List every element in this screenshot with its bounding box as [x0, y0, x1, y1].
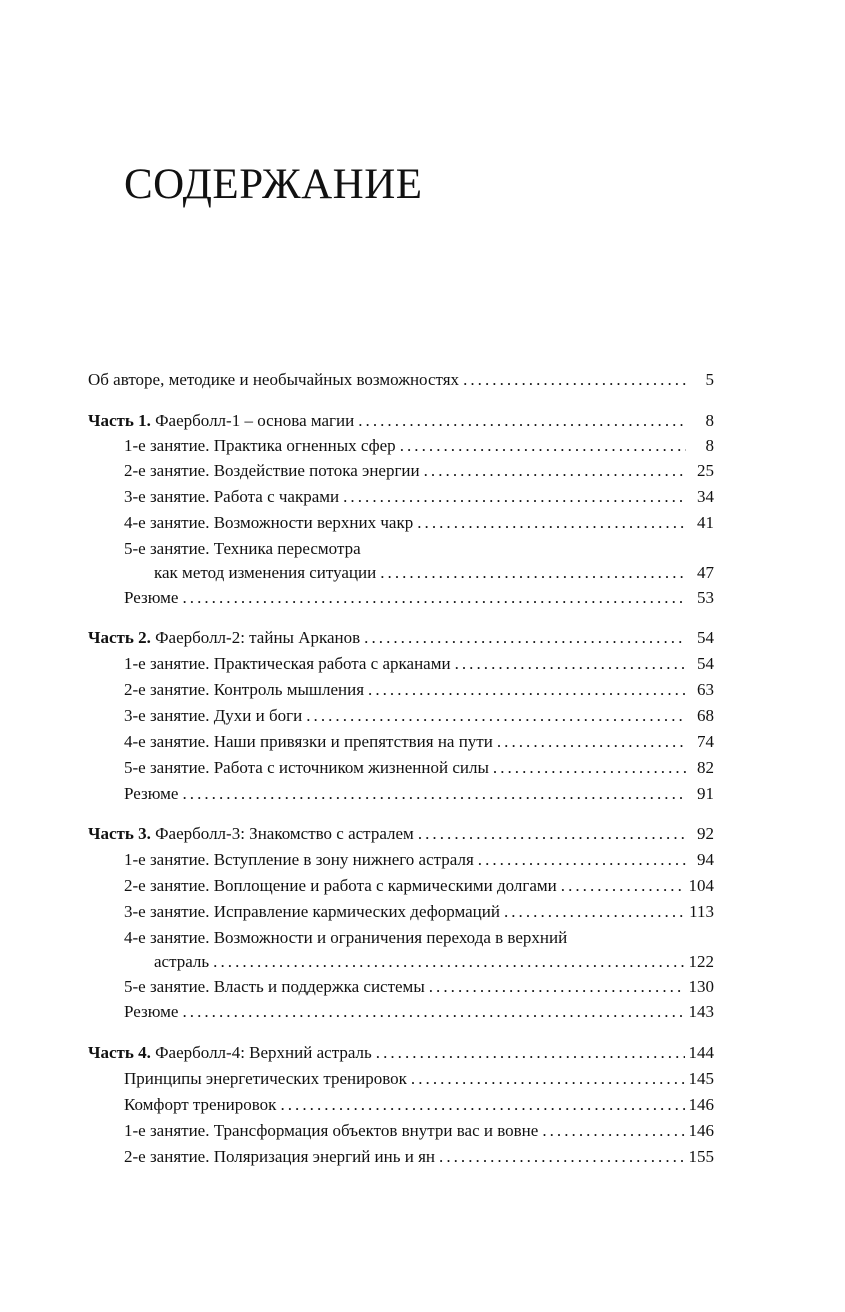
toc-entry-text: 5-е занятие. Власть и поддержка системы [124, 977, 425, 996]
toc-entry[interactable] [124, 848, 714, 872]
toc-entry-text: Резюме [124, 1002, 179, 1021]
toc-entry-text: 5-е занятие. Работа с источником жизненной силы [124, 758, 489, 777]
toc-entry-text: 1-е занятие. Практика огненных сфер [124, 436, 396, 455]
toc-entry[interactable] [124, 1093, 714, 1117]
dot-leader [368, 678, 686, 702]
toc-entry[interactable] [124, 434, 714, 458]
toc-entry[interactable] [124, 756, 714, 780]
dot-leader [213, 950, 684, 974]
toc-entry-text: 5-е занятие. Техника пересмотра [124, 539, 361, 558]
toc-part-3[interactable] [88, 822, 714, 846]
toc-entry[interactable] [124, 511, 714, 535]
dot-leader [542, 1119, 684, 1143]
toc-entry[interactable] [124, 652, 714, 676]
page-title: СОДЕРЖАНИЕ [124, 161, 423, 208]
toc-page-number: 94 [697, 850, 714, 869]
part-title: Фаерболл-2: тайны Арканов [155, 628, 361, 647]
toc-entry-text: 2-е занятие. Воплощение и работа с кармическими долгами [124, 876, 557, 895]
toc-page-number: 54 [697, 654, 714, 673]
toc-entry-text: 1-е занятие. Практическая работа с арканами [124, 654, 451, 673]
dot-leader [343, 485, 686, 509]
part-title: Фаерболл-1 – основа магии [155, 411, 355, 430]
dot-leader [504, 900, 685, 924]
toc-page-number: 53 [697, 588, 714, 607]
toc-entry[interactable] [124, 1067, 714, 1091]
dot-leader [497, 730, 686, 754]
toc-entry-continuation[interactable] [154, 950, 714, 974]
toc-page-number: 74 [697, 732, 714, 751]
dot-leader [380, 561, 686, 585]
toc-entry-text: 4-е занятие. Наши привязки и препятствия на пути [124, 732, 493, 751]
toc-entry-text: Об авторе, методике и необычайных возможностях [88, 370, 460, 389]
toc-entry[interactable] [124, 459, 714, 483]
toc-entry[interactable] [124, 678, 714, 702]
toc-entry-first-line[interactable] [124, 537, 714, 561]
toc-page-number: 122 [688, 952, 714, 971]
part-label: Часть 3. [88, 824, 151, 843]
toc-entry-text: 4-е занятие. Возможности и ограничения перехода в верхний [124, 928, 568, 947]
toc-page-number: 34 [697, 487, 714, 506]
toc-entry[interactable] [124, 704, 714, 728]
dot-leader [400, 434, 686, 458]
toc-page-number: 47 [697, 563, 714, 582]
toc-entry-summary[interactable] [124, 1000, 714, 1024]
toc-entry-text: Резюме [124, 588, 179, 607]
toc-page-number: 146 [688, 1095, 714, 1114]
dot-leader [493, 756, 686, 780]
toc-entry-first-line[interactable] [124, 926, 714, 950]
dot-leader [417, 511, 686, 535]
dot-leader [182, 586, 686, 610]
dot-leader [429, 975, 685, 999]
dot-leader [463, 368, 686, 392]
toc-entry-text: 1-е занятие. Вступление в зону нижнего астраля [124, 850, 474, 869]
toc-page-number: 130 [688, 977, 714, 996]
toc-page-number: 92 [697, 824, 714, 843]
toc-entry-summary[interactable] [124, 782, 714, 806]
toc-part-1[interactable] [88, 409, 714, 433]
dot-leader [358, 409, 686, 433]
toc-entry-summary[interactable] [124, 586, 714, 610]
part-title: Фаерболл-4: Верхний астраль [155, 1043, 372, 1062]
toc-entry-text: 2-е занятие. Воздействие потока энергии [124, 461, 420, 480]
toc-entry[interactable] [124, 730, 714, 754]
toc-entry-text: 3-е занятие. Духи и боги [124, 706, 303, 725]
toc-page-number: 82 [697, 758, 714, 777]
toc-entry-text: Комфорт тренировок [124, 1095, 277, 1114]
toc-entry-text: Принципы энергетических тренировок [124, 1069, 407, 1088]
dot-leader [182, 1000, 684, 1024]
toc-entry[interactable] [124, 975, 714, 999]
dot-leader [455, 652, 686, 676]
toc-page-number: 54 [697, 628, 714, 647]
toc-entry[interactable] [124, 1145, 714, 1169]
dot-leader [478, 848, 686, 872]
toc-page-number: 104 [688, 876, 714, 895]
toc-entry[interactable] [124, 874, 714, 898]
toc-page-number: 155 [688, 1147, 714, 1166]
toc-part-2[interactable] [88, 626, 714, 650]
toc-entry-text: Резюме [124, 784, 179, 803]
toc-entry-text: 3-е занятие. Работа с чакрами [124, 487, 340, 506]
toc-entry-text: 4-е занятие. Возможности верхних чакр [124, 513, 414, 532]
toc-entry-text: как метод изменения ситуации [154, 563, 377, 582]
toc-part-4[interactable] [88, 1041, 714, 1065]
dot-leader [561, 874, 685, 898]
dot-leader [280, 1093, 684, 1117]
part-label: Часть 4. [88, 1043, 151, 1062]
dot-leader [418, 822, 686, 846]
toc-entry[interactable] [124, 485, 714, 509]
toc-page-number: 41 [697, 513, 714, 532]
toc-entry-intro[interactable] [88, 368, 714, 392]
toc-entry-text: 1-е занятие. Трансформация объектов внутри вас и вовне [124, 1121, 539, 1140]
dot-leader [364, 626, 686, 650]
part-label: Часть 1. [88, 411, 151, 430]
dot-leader [376, 1041, 685, 1065]
part-label: Часть 2. [88, 628, 151, 647]
toc-page-number: 143 [688, 1002, 714, 1021]
toc-page-number: 146 [688, 1121, 714, 1140]
dot-leader [411, 1067, 685, 1091]
toc-entry-continuation[interactable] [154, 561, 714, 585]
toc-entry-text: 3-е занятие. Исправление кармических деформаций [124, 902, 500, 921]
toc-page-number: 8 [705, 411, 714, 430]
toc-page-number: 145 [688, 1069, 714, 1088]
toc-page-number: 91 [697, 784, 714, 803]
dot-leader [424, 459, 686, 483]
dot-leader [439, 1145, 684, 1169]
toc-page-number: 68 [697, 706, 714, 725]
toc-page-number: 25 [697, 461, 714, 480]
toc-entry-text: 2-е занятие. Контроль мышления [124, 680, 365, 699]
toc-page-number: 5 [705, 370, 714, 389]
toc-entry-text: 2-е занятие. Поляризация энергий инь и ян [124, 1147, 436, 1166]
toc-entry-text: астраль [154, 952, 210, 971]
toc-page-number: 8 [705, 436, 714, 455]
dot-leader [306, 704, 686, 728]
toc-page-number: 113 [689, 902, 714, 921]
toc-entry[interactable] [124, 900, 714, 924]
dot-leader [182, 782, 686, 806]
part-title: Фаерболл-3: Знакомство с астралем [155, 824, 414, 843]
toc-entry[interactable] [124, 1119, 714, 1143]
toc-page-number: 144 [688, 1043, 714, 1062]
toc-page-number: 63 [697, 680, 714, 699]
